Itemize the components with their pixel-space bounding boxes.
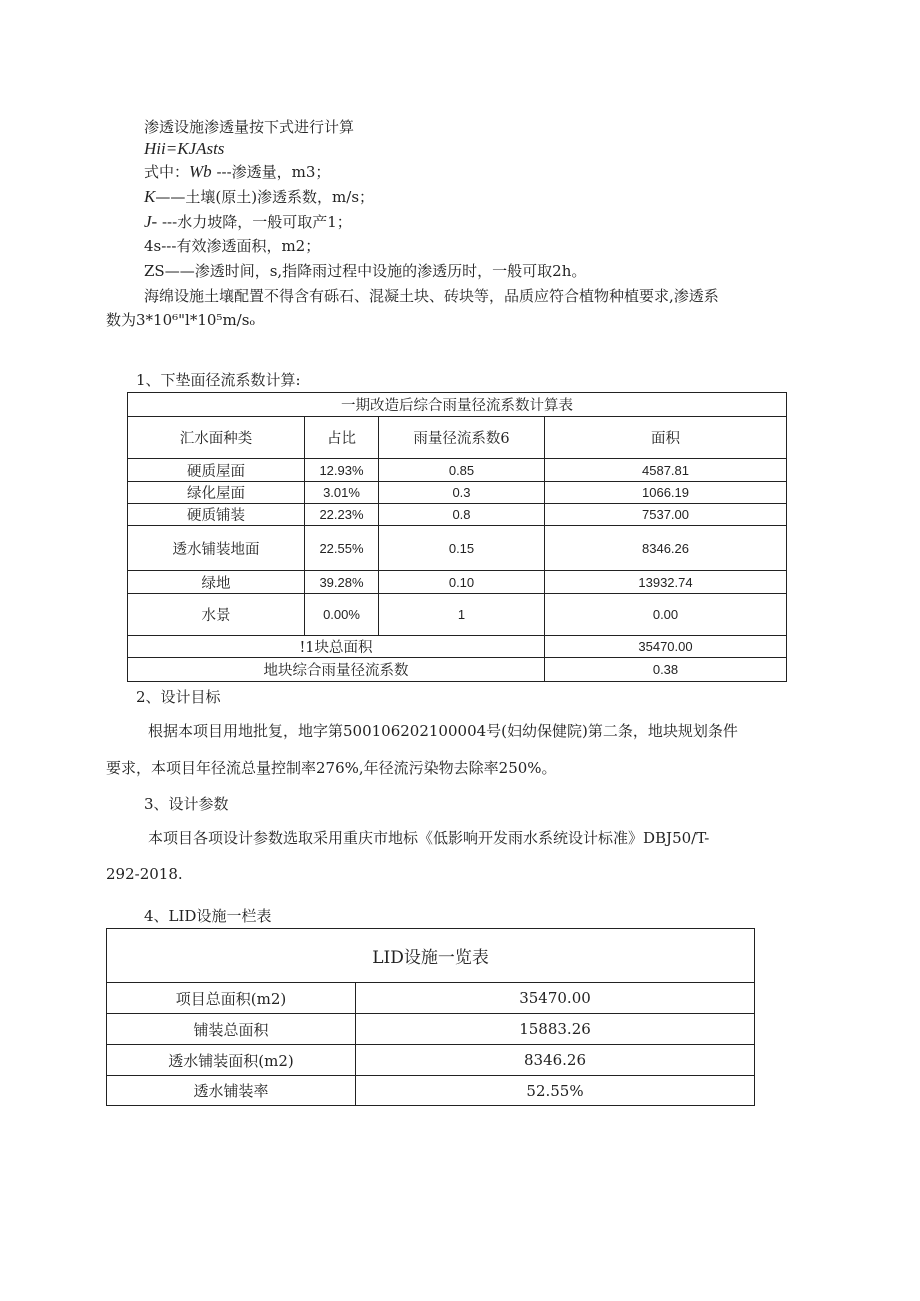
cell-ratio: 22.55% [305, 526, 379, 571]
header-ratio: 占比 [305, 417, 379, 459]
table-row [107, 1076, 755, 1106]
cell-type: 透水铺装地面 [128, 526, 305, 571]
table-row [107, 1014, 755, 1045]
table-row [107, 983, 755, 1014]
cell-area: 13932.74 [545, 571, 787, 594]
header-coefficient: 雨量径流系数6 [379, 417, 545, 459]
section4-heading: 4、LID设施一栏表 [144, 907, 272, 925]
lid-row-label: 透水铺装率 [107, 1076, 356, 1106]
section3-line-2: 292-2018. [106, 865, 183, 883]
cell-ratio: 22.23% [305, 504, 379, 526]
cell-area: 0.00 [545, 594, 787, 636]
section2-line-1: 根据本项目用地批复，地字第500106202100004号(妇幼保健院)第二条，地块规划条件 [148, 722, 738, 740]
header-surface-type: 汇水面种类 [128, 417, 305, 459]
section2-heading: 2、设计目标 [136, 688, 221, 706]
cell-ratio: 12.93% [305, 459, 379, 482]
lid-row-value: 8346.26 [356, 1045, 755, 1076]
composite-coef-label: 地块综合雨量径流系数 [128, 658, 545, 682]
header-area: 面积 [545, 417, 787, 459]
lid-row-label: 铺装总面积 [107, 1014, 356, 1045]
table2-caption: LID设施一览表 [107, 929, 755, 983]
cell-area: 4587.81 [545, 459, 787, 482]
table-row [128, 482, 787, 504]
cell-type: 绿化屋面 [128, 482, 305, 504]
formula-intro: 渗透设施渗透量按下式进行计算 [144, 118, 355, 136]
def1-text: ---渗透量，m3； [211, 163, 331, 181]
def1-symbol: Wb [189, 162, 212, 181]
table-coef-row [128, 658, 787, 682]
formula-def-2 [144, 187, 374, 207]
total-area-label: !1块总面积 [128, 636, 545, 658]
section3-heading: 3、设计参数 [144, 795, 229, 813]
table-row [128, 526, 787, 571]
cell-type: 硬质铺装 [128, 504, 305, 526]
cell-coef: 0.10 [379, 571, 545, 594]
formula-def-4: 4s---有效渗透面积，m2； [144, 237, 321, 255]
formula-equation: Hii=KJAsts [144, 139, 225, 158]
table-row [128, 504, 787, 526]
cell-coef: 0.8 [379, 504, 545, 526]
def2-symbol: K [144, 187, 156, 206]
def2-text: ——土壤(原土)渗透系数，m/s； [155, 188, 375, 206]
runoff-coefficient-table [127, 392, 787, 682]
lid-row-value: 35470.00 [356, 983, 755, 1014]
table-row [128, 571, 787, 594]
total-area-value: 35470.00 [545, 636, 787, 658]
lid-row-label: 透水铺装面积(m2) [107, 1045, 356, 1076]
def-prefix: 式中： [144, 163, 190, 181]
cell-area: 7537.00 [545, 504, 787, 526]
lid-facility-table [106, 928, 755, 1106]
lid-row-value: 52.55% [356, 1076, 755, 1106]
table-row [128, 459, 787, 482]
cell-coef: 0.85 [379, 459, 545, 482]
cell-coef: 0.15 [379, 526, 545, 571]
section3-line-1: 本项目各项设计参数选取采用重庆市地标《低影响开发雨水系统设计标准》DBJ50/T- [148, 829, 710, 847]
cell-type: 水景 [128, 594, 305, 636]
composite-coef-value: 0.38 [545, 658, 787, 682]
formula-def-3 [144, 212, 352, 232]
cell-area: 1066.19 [545, 482, 787, 504]
cell-type: 硬质屋面 [128, 459, 305, 482]
table-row [107, 1045, 755, 1076]
lid-row-label: 项目总面积(m2) [107, 983, 356, 1014]
cell-coef: 0.3 [379, 482, 545, 504]
cell-type: 绿地 [128, 571, 305, 594]
cell-ratio: 0.00% [305, 594, 379, 636]
lid-row-value: 15883.26 [356, 1014, 755, 1045]
def3-text: ---水力坡降，一般可取产1； [157, 213, 352, 231]
section2-line-2: 要求，本项目年径流总量控制率276%,年径流污染物去除率250%。 [106, 759, 557, 777]
cell-ratio: 39.28% [305, 571, 379, 594]
table-total-row [128, 636, 787, 658]
formula-para-line-1: 海绵设施土壤配置不得含有砾石、混凝土块、砖块等，品质应符合植物种植要求,渗透系 [144, 287, 719, 305]
formula-def-1 [144, 162, 330, 182]
section1-heading: 1、下垫面径流系数计算: [136, 371, 301, 389]
table-row [128, 594, 787, 636]
cell-area: 8346.26 [545, 526, 787, 571]
cell-coef: 1 [379, 594, 545, 636]
cell-ratio: 3.01% [305, 482, 379, 504]
formula-def-5: ZS——渗透时间，s,指降雨过程中设施的渗透历时，一般可取2h。 [144, 262, 587, 280]
table1-caption: 一期改造后综合雨量径流系数计算表 [128, 393, 787, 417]
formula-para-line-2: 数为3*10⁶"l*10⁵m/sₒ [106, 311, 256, 329]
def3-symbol: J- [144, 212, 158, 231]
